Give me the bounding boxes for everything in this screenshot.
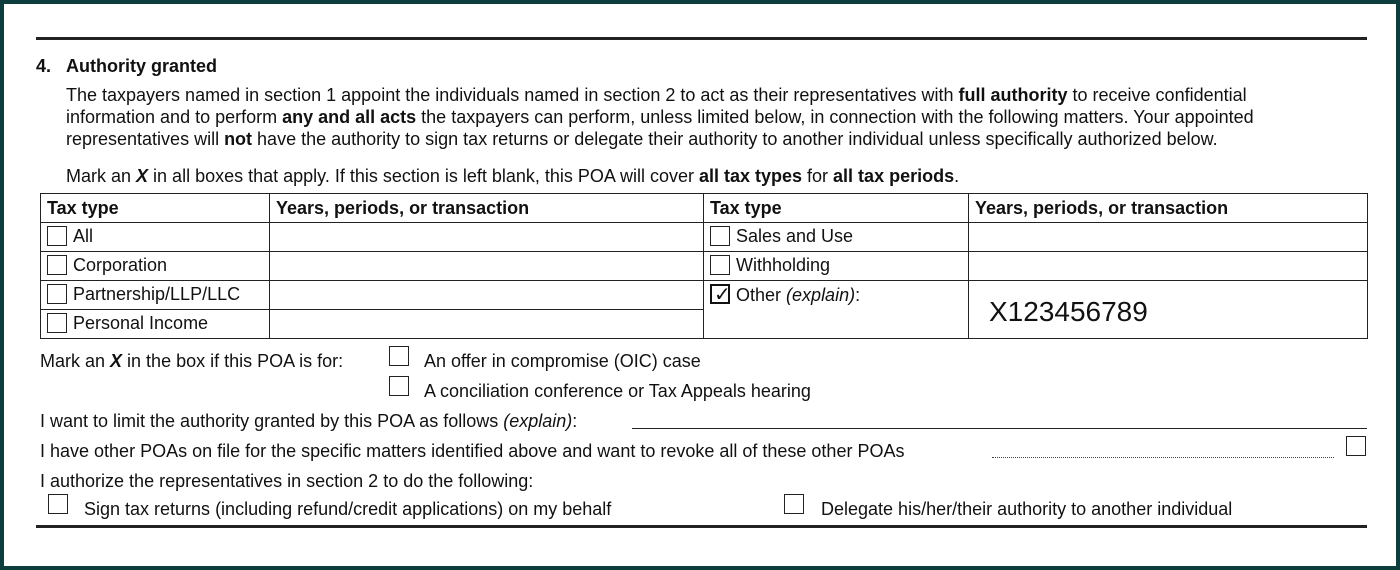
checkbox-partnership[interactable]: [47, 284, 67, 304]
checkbox-all[interactable]: [47, 226, 67, 246]
checkbox-oic[interactable]: [389, 346, 409, 366]
instr-text: in all boxes that apply. If this section is left blank, this POA will cover: [148, 166, 699, 186]
checkbox-sales-use[interactable]: [710, 226, 730, 246]
tax-type-withholding[interactable]: [704, 252, 969, 281]
para-text: The taxpayers named in section 1 appoint the individuals named in section 2 to act as their representatives with: [66, 85, 959, 105]
para-bold: full authority: [958, 85, 1068, 105]
table-header-row: [41, 194, 1368, 223]
paragraph-line-3: [66, 128, 1218, 150]
years-partnership-field[interactable]: [270, 281, 704, 310]
years-all-field[interactable]: [270, 223, 704, 252]
tax-type-label: Other: [736, 285, 782, 305]
limit-label: [40, 410, 577, 432]
instr-bold: all tax types: [698, 166, 803, 186]
years-withholding-field[interactable]: [969, 252, 1368, 281]
label-text: in the box if this POA is for:: [122, 351, 344, 371]
label-x: X: [110, 351, 123, 371]
header-years-left: Years, periods, or transaction: [270, 194, 704, 223]
colon: :: [855, 285, 861, 305]
tax-type-label: Withholding: [736, 255, 831, 276]
para-text: have the authority to sign tax returns or delegate their authority to another individual unless specifically authorized below.: [252, 129, 1218, 149]
option-delegate: Delegate his/her/their authority to another individual: [821, 499, 1233, 519]
tax-type-label: All: [73, 226, 94, 247]
label-text: I want to limit the authority granted by this POA as follows: [40, 411, 504, 431]
years-corporation-field[interactable]: [270, 252, 704, 281]
para-bold: any and all acts: [282, 107, 417, 127]
table-row: [41, 281, 1368, 310]
paragraph-line-1: [66, 84, 1247, 106]
para-text: to receive confidential: [1067, 85, 1247, 105]
section-title: Authority granted: [66, 56, 217, 76]
tax-type-label: Corporation: [73, 255, 168, 276]
header-tax-type-right: Tax type: [704, 194, 969, 223]
form-section-4: [4, 4, 1396, 566]
tax-type-label: Personal Income: [73, 313, 209, 334]
tax-type-all[interactable]: [41, 223, 270, 252]
paragraph-line-2: [66, 106, 1254, 128]
checkbox-revoke[interactable]: [1346, 436, 1366, 456]
label-text: :: [572, 411, 578, 431]
option-oic: An offer in compromise (OIC) case: [424, 351, 701, 371]
poa-for-label: [40, 350, 343, 372]
label-text: Mark an: [40, 351, 111, 371]
instr-text: for: [802, 166, 834, 186]
checkbox-sign-returns[interactable]: [48, 494, 68, 514]
checkbox-conciliation[interactable]: [389, 376, 409, 396]
mark-instruction: [66, 165, 959, 187]
section-number: 4.: [36, 56, 52, 76]
checkbox-personal-income[interactable]: [47, 313, 67, 333]
revoke-label: I have other POAs on file for the specific matters identified above and want to revoke all of these other POAs: [40, 441, 905, 461]
para-bold: not: [224, 129, 253, 149]
bottom-rule: [36, 525, 1367, 528]
tax-type-partnership[interactable]: [41, 281, 270, 310]
tax-type-label: Partnership/LLP/LLC: [73, 284, 241, 305]
tax-type-personal-income[interactable]: [41, 310, 270, 339]
tax-type-other[interactable]: [704, 281, 969, 339]
authorize-label: I authorize the representatives in section 2 to do the following:: [40, 471, 534, 491]
tax-type-sales-use[interactable]: [704, 223, 969, 252]
table-row: [41, 223, 1368, 252]
checkbox-delegate[interactable]: [784, 494, 804, 514]
table-row: [41, 252, 1368, 281]
checkbox-corporation[interactable]: [47, 255, 67, 275]
header-years-right: Years, periods, or transaction: [969, 194, 1368, 223]
para-text: information and to perform: [66, 107, 283, 127]
other-years-value[interactable]: X123456789: [989, 296, 1148, 327]
explain-label: (explain): [786, 285, 856, 305]
tax-type-label: Sales and Use: [736, 226, 854, 247]
checkbox-other[interactable]: [710, 284, 730, 304]
label-italic: (explain): [503, 411, 573, 431]
option-sign-returns: Sign tax returns (including refund/credit applications) on my behalf: [84, 499, 612, 519]
instr-text: .: [954, 166, 960, 186]
limit-input-line[interactable]: [632, 428, 1367, 429]
instr-bold: all tax periods: [833, 166, 955, 186]
tax-type-table: [40, 193, 1368, 339]
option-conciliation: A conciliation conference or Tax Appeals hearing: [424, 381, 811, 401]
checkbox-withholding[interactable]: [710, 255, 730, 275]
top-rule: [36, 37, 1367, 40]
instr-text: Mark an: [66, 166, 137, 186]
para-text: representatives will: [66, 129, 225, 149]
years-personal-income-field[interactable]: [270, 310, 704, 339]
revoke-leader-dots: [992, 456, 1334, 458]
years-sales-use-field[interactable]: [969, 223, 1368, 252]
header-tax-type-left: Tax type: [41, 194, 270, 223]
instr-x: X: [136, 166, 149, 186]
tax-type-corporation[interactable]: [41, 252, 270, 281]
para-text: the taxpayers can perform, unless limited below, in connection with the following matters. Your appointed: [416, 107, 1254, 127]
